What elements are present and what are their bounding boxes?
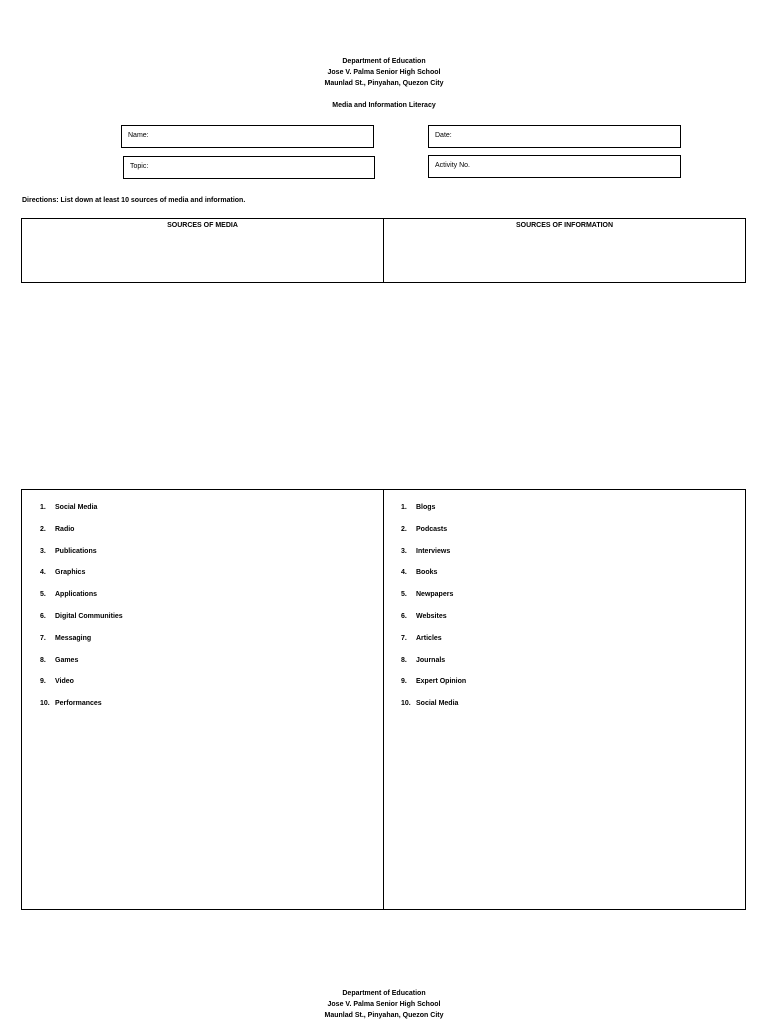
list-item: 4. Graphics bbox=[40, 569, 86, 577]
list-item: 7. Messaging bbox=[40, 634, 92, 642]
school-header bbox=[0, 56, 768, 89]
department-name: Department of Education bbox=[342, 58, 426, 65]
date-label: Date: bbox=[435, 132, 452, 139]
list-item: 3. Publications bbox=[40, 547, 97, 555]
list-item: 4. Books bbox=[401, 569, 438, 577]
list-item: 2. Radio bbox=[40, 525, 75, 533]
subject-title: Media and Information Literacy bbox=[332, 102, 436, 109]
school-name: Jose V. Palma Senior High School bbox=[327, 69, 441, 76]
information-sources-list bbox=[401, 503, 466, 721]
media-sources-list bbox=[40, 503, 123, 721]
list-item: 9. Expert Opinion bbox=[401, 678, 467, 686]
school-footer-header bbox=[0, 988, 768, 1021]
list-item: 2. Podcasts bbox=[401, 525, 448, 533]
school-address: Maunlad St., Pinyahan, Quezon City bbox=[324, 1012, 444, 1019]
topic-field[interactable] bbox=[123, 156, 375, 179]
list-item: 9. Video bbox=[40, 678, 74, 686]
list-item: 1. Social Media bbox=[40, 504, 98, 511]
activity-number-label: Activity No. bbox=[435, 162, 471, 169]
school-address: Maunlad St., Pinyahan, Quezon City bbox=[324, 80, 444, 87]
list-item: 5. Applications bbox=[40, 591, 98, 599]
list-item: 1. Blogs bbox=[401, 504, 436, 511]
topic-label: Topic: bbox=[130, 163, 149, 170]
department-name: Department of Education bbox=[342, 990, 426, 997]
list-item: 8. Journals bbox=[401, 656, 446, 664]
sources-answer-table bbox=[21, 489, 746, 910]
list-item: 3. Interviews bbox=[401, 547, 451, 555]
activity-number-field[interactable] bbox=[428, 155, 681, 178]
list-item: 5. Newpapers bbox=[401, 591, 454, 599]
list-item: 10. Social Media bbox=[401, 700, 459, 708]
sources-of-media-header: SOURCES OF MEDIA bbox=[167, 222, 238, 229]
date-field[interactable] bbox=[428, 125, 681, 148]
list-item: 6. Websites bbox=[401, 612, 447, 620]
sources-header-table bbox=[21, 218, 746, 283]
sources-of-information-header: SOURCES OF INFORMATION bbox=[515, 222, 614, 229]
list-item: 7. Articles bbox=[401, 634, 442, 642]
school-name: Jose V. Palma Senior High School bbox=[327, 1001, 441, 1008]
list-item: 6. Digital Communities bbox=[40, 612, 123, 620]
list-item: 10. Performances bbox=[40, 700, 102, 708]
list-item: 8. Games bbox=[40, 656, 79, 664]
column-divider bbox=[383, 490, 384, 909]
name-label: Name: bbox=[128, 132, 149, 139]
directions-text: Directions: List down at least 10 sources of media and information. bbox=[22, 197, 246, 204]
name-field[interactable] bbox=[121, 125, 374, 148]
